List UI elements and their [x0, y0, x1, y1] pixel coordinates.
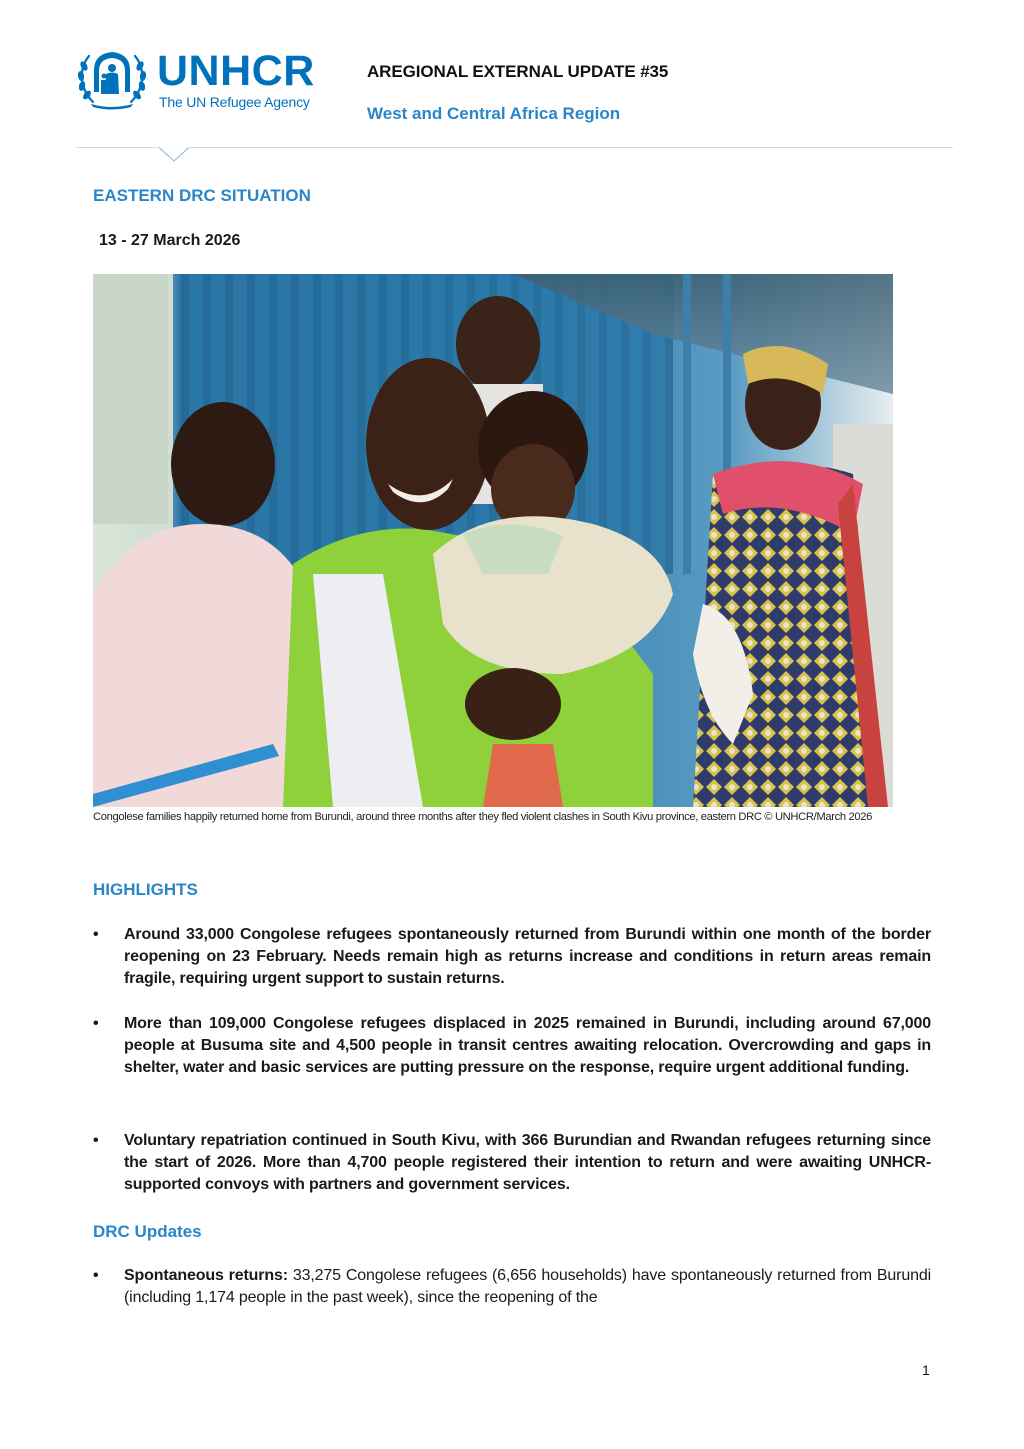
photo-caption: Congolese families happily returned home from Burundi, around three months after they fled violent clashes in South Kivu province, eastern DRC © UNHCR/March 2026: [93, 811, 872, 823]
unhcr-logo: [75, 48, 345, 114]
highlights-list: [93, 1130, 931, 1196]
highlight-item: • Voluntary repatriation continued in South Kivu, with 366 Burundian and Rwandan refugees returning since the start of 2026. More than 4,700 people registered their intention to return and were awaiting UNHCR-supported convoys with partners and government services.: [93, 1130, 931, 1196]
date-range: 13 - 27 March 2026: [99, 232, 241, 249]
highlights-title: HIGHLIGHTS: [93, 880, 198, 899]
drc-update-item: [93, 1265, 931, 1309]
drc-update-text: 33,275 Congolese refugees (6,656 households) have spontaneously returned from Burundi (including 1,174 people in the past week), since the reopening of the: [124, 1267, 931, 1306]
drc-update-label: Spontaneous returns:: [124, 1267, 288, 1284]
header-divider: [76, 147, 953, 148]
report-title: AREGIONAL EXTERNAL UPDATE #35: [367, 62, 669, 81]
region-subtitle: West and Central Africa Region: [367, 104, 621, 123]
highlights-list: [93, 924, 931, 990]
highlight-item: • More than 109,000 Congolese refugees displaced in 2025 remained in Burundi, including around 67,000 people at Busuma site and 4,500 people in transit centres awaiting relocation. Overcrowding and gaps in shelter, water and basic services are putting pressure on the response, require urgent additional funding.: [93, 1013, 931, 1079]
page-number: 1: [922, 1362, 930, 1378]
logo-wordmark: UNHCR: [157, 47, 315, 95]
drc-updates-list: [93, 1265, 931, 1309]
chevron-down-icon: [158, 147, 190, 163]
cover-photo: [93, 274, 893, 807]
photo-illustration: [93, 274, 893, 807]
situation-title: EASTERN DRC SITUATION: [93, 186, 311, 205]
unhcr-emblem-icon: [75, 48, 149, 110]
drc-updates-title: DRC Updates: [93, 1222, 202, 1241]
highlights-list: [93, 1013, 931, 1079]
logo-tagline: The UN Refugee Agency: [159, 94, 310, 110]
highlight-item: • Around 33,000 Congolese refugees spontaneously returned from Burundi within one month of the border reopening on 23 February. Needs remain high as returns increase and conditions in return areas remain fragile, requiring urgent support to sustain returns.: [93, 924, 931, 990]
